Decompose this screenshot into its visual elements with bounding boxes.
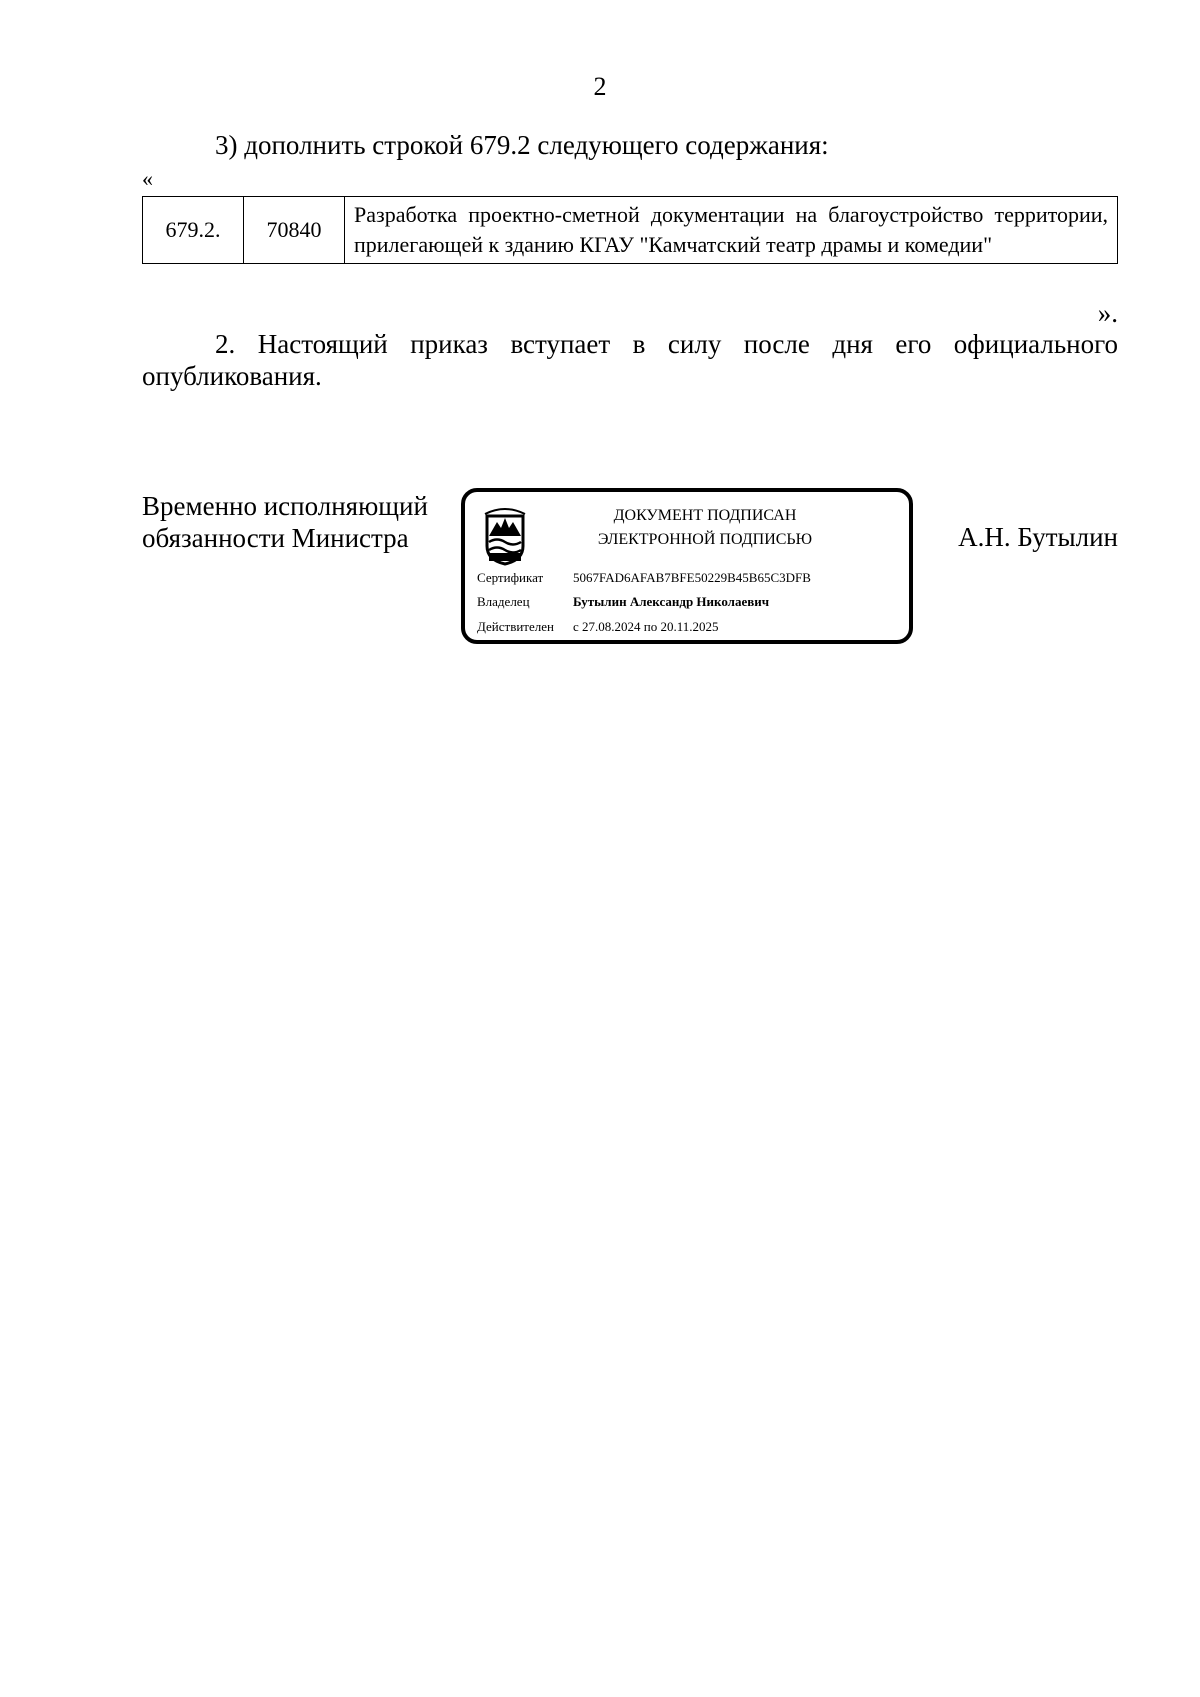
certificate-value: 5067FAD6AFAB7BFE50229B45B65C3DFB <box>573 570 811 585</box>
row-code-cell: 70840 <box>244 197 345 264</box>
signer-role <box>142 490 428 554</box>
stamp-title-line-1: ДОКУМЕНТ ПОДПИСАН <box>613 507 797 524</box>
amendment-item-3: 3) дополнить строкой 679.2 следующего содержания: <box>215 130 829 160</box>
stamp-title-line-2: ЭЛЕКТРОННОЙ ПОДПИСЬЮ <box>597 531 813 548</box>
kamchatka-coat-of-arms-icon <box>479 506 531 571</box>
row-number-cell: 679.2. <box>143 197 244 264</box>
certificate-label: Сертификат <box>477 570 544 585</box>
owner-row <box>477 594 769 610</box>
validity-row <box>477 619 719 635</box>
certificate-row <box>477 570 811 586</box>
open-quote: « <box>142 166 153 191</box>
inserted-row-table <box>142 196 1118 264</box>
page-number: 2 <box>593 72 607 101</box>
signer-name: А.Н. Бутылин <box>958 522 1118 552</box>
owner-value: Бутылин Александр Николаевич <box>573 594 770 609</box>
signer-role-line-1: Временно исполняющий <box>142 491 428 521</box>
validity-label: Действителен <box>477 619 554 634</box>
close-quote: ». <box>1097 298 1118 328</box>
stamp-title <box>555 504 855 552</box>
table-row <box>143 197 1118 264</box>
paragraph-2: 2. Настоящий приказ вступает в силу после дня его официального опубликования. <box>142 329 1118 391</box>
row-description-cell: Разработка проектно-сметной документации на благоустройство территории, прилегающей к зданию КГАУ "Камчатский театр драмы и комедии" <box>345 197 1118 264</box>
owner-label: Владелец <box>477 594 530 609</box>
signer-role-line-2: обязанности Министра <box>142 523 409 553</box>
validity-value: с 27.08.2024 по 20.11.2025 <box>573 619 719 634</box>
electronic-signature-stamp <box>461 488 913 644</box>
